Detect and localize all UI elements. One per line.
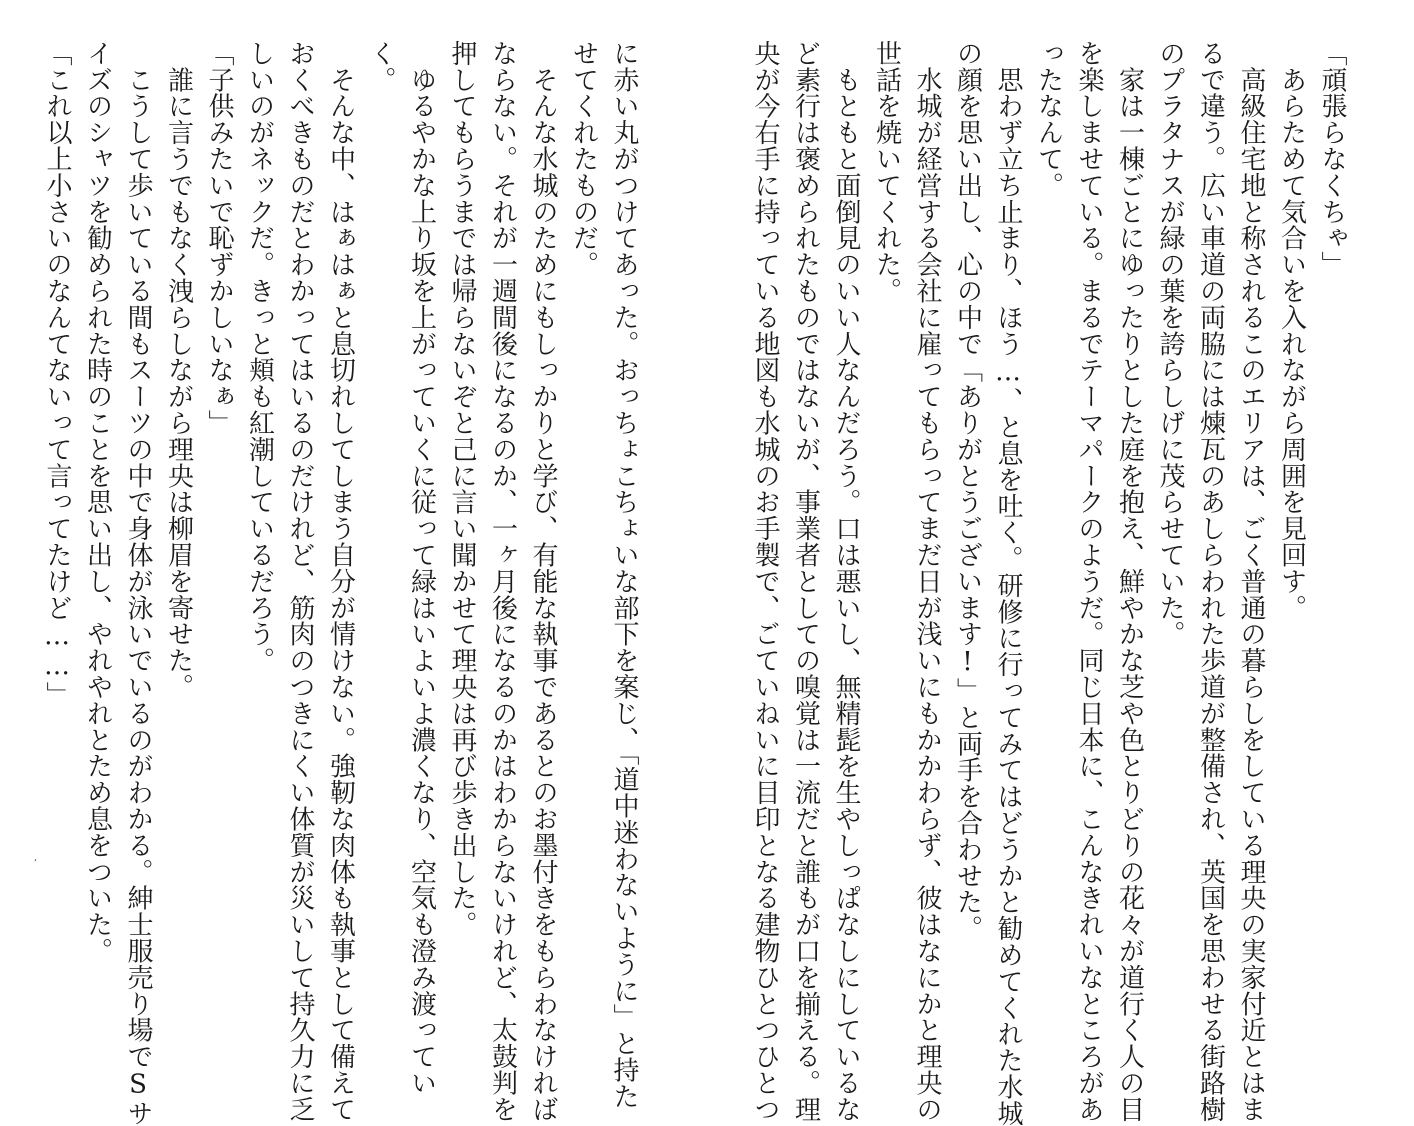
text-line: のプラタナスが緑の葉を誇らしげに茂らせていた。 [1155,40,1185,648]
text-line: 「これ以上小さいのなんてないって言ってたけど……」 [42,40,72,708]
text-line: せてくれたものだ。 [568,40,599,278]
left-page-text [42,40,644,1126]
text-line: るで違う。広い車道の両脇には煉瓦のあしらわれた歩道が整備され、英国を思わせる街路樹 [1195,40,1226,1123]
text-line: こうして歩いている間もスーツの中で身体が泳いでいるのがわかる。紳士服売り場でSサ [123,40,153,1126]
text-line: 誰に言うでもなく洩らしながら理央は柳眉を寄せた。 [163,40,194,700]
text-line: ど素行は褒められたものではないが、事業者としての嗅覚は一流だと誰もが口を揃える。理 [790,40,821,1123]
text-line: ったなんて。 [1033,40,1064,199]
text-line: 央が今右手に持っている地図も水城のお手製で、ごていねいに目印となる建物ひとつひとつ [750,40,780,1123]
text-line: しいのがネックだ。きっと頬も紅潮しているだろう。 [244,40,275,674]
text-line: 押してもらうまでは帰らないぞと己に言い聞かせて理央は再び歩き出した。 [447,40,477,938]
text-line: の顔を思い出し、心の中で「ありがとうございます!」と両手を合わせた。 [952,40,983,942]
text-line: を楽しませている。まるでテーマパークのようだ。同じ日本に、こんなきれいなところがあ [1074,40,1104,1123]
text-line: に赤い丸がつけてあった。おっちょこちょいな部下を案じ、「道中迷わないように」と持た [609,40,639,1110]
text-line: 世話を焼いてくれた。 [871,40,902,304]
text-line: ゆるやかな上り坂を上がっていくに従って緑はいよいよ濃くなり、空気も澄み渡ってい [406,40,437,1096]
text-line: ならない。それが一週間後になるのか、一ヶ月後になるのかはわからないけれど、太鼓判を [487,40,518,1123]
text-line: 思わず立ち止まり、ほう…、と息を吐く。研修に行ってみてはどうかと勧めてくれた水城 [993,40,1023,1126]
text-line: そんな中、はぁはぁと息切れしてしまう自分が情けない。強靭な肉体も執事として備えて [325,40,356,1123]
text-line: あらためて気合いを入れながら周囲を見回す。 [1276,40,1307,621]
page-mark: , [34,852,38,863]
text-line: く。 [366,40,396,93]
text-line: 水城が経営する会社に雇ってもらってまだ日が浅いにもかかわらず、彼はなにかと理央の [912,40,942,1123]
text-line: イズのシャツを勧められた時のことを思い出し、やれやれとため息をついた。 [82,40,113,964]
text-line: 「頑張らなくちゃ」 [1317,40,1347,278]
text-line: 家は一棟ごとにゆったりとした庭を抱え、鮮やかな芝や色とりどりの花々が道行く人の目 [1114,40,1145,1123]
text-line: もともと面倒見のいい人なんだろう。口は悪いし、無精髭を生やしっぱなしにしているな [831,40,861,1123]
text-line: おくべきものだとわかってはいるのだけれど、筋肉のつきにくい体質が災いして持久力に乏 [285,40,315,1123]
right-page-text [750,40,1352,1126]
text-line: 「子供みたいで恥ずかしいなぁ」 [204,40,234,436]
text-line: そんな水城のためにもしっかりと学び、有能な執事であるとのお墨付きをもらわなければ [528,40,558,1123]
text-line: 高級住宅地と称されるこのエリアは、ごく普通の暮らしをしている理央の実家付近とはま [1236,40,1266,1123]
